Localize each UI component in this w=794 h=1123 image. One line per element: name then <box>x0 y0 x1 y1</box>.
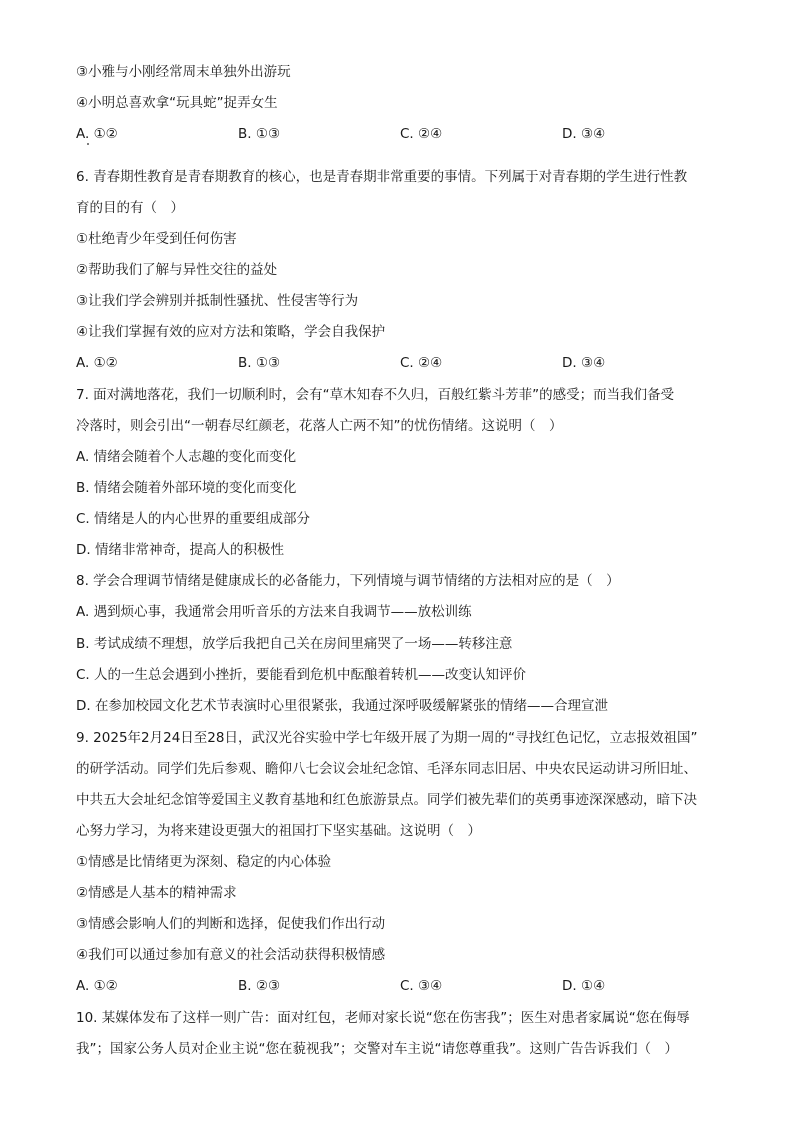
choice-a: A. 遇到烦心事，我通常会用听音乐的方法来自我调节——放松训练 <box>76 604 472 620</box>
question-7-stem: 冷落时，则会引出“一朝春尽红颜老，花落人亡两不知”的忧伤情绪。这说明（ ） <box>76 418 563 434</box>
answer-option-d: D. ③④ <box>562 355 606 371</box>
choice-b: B. 情绪会随着外部环境的变化而变化 <box>76 480 297 496</box>
stray-mark <box>87 143 89 145</box>
question-6-stem: 6. 青春期性教育是青春期教育的核心，也是青春期非常重要的事情。下列属于对青春期的学生进行性教 <box>76 169 688 185</box>
question-9-stem: 心努力学习，为将来建设更强大的祖国打下坚实基础。这说明（ ） <box>76 823 481 839</box>
option-item: ④我们可以通过参加有意义的社会活动获得积极情感 <box>76 947 386 963</box>
question-7-stem: 7. 面对满地落花，我们一切顺利时，会有“草木知春不久归，百般红紫斗芳菲”的感受；而当我们备受 <box>76 387 675 403</box>
question-10-stem: 10. 某媒体发布了这样一则广告：面对红包，老师对家长说“您在伤害我”；医生对患者家属说“您在侮辱 <box>76 1010 690 1026</box>
choice-a: A. 情绪会随着个人志趣的变化而变化 <box>76 449 297 465</box>
option-item: ④让我们掌握有效的应对方法和策略，学会自我保护 <box>76 324 386 340</box>
option-item: ②情感是人基本的精神需求 <box>76 885 237 901</box>
option-item: ②帮助我们了解与异性交往的益处 <box>76 262 278 278</box>
question-9-stem: 中共五大会址纪念馆等爱国主义教育基地和红色旅游景点。同学们被先辈们的英勇事迹深深感动，暗下决 <box>76 792 697 808</box>
answer-option-a: A. ①② <box>76 978 118 994</box>
choice-d: D. 在参加校园文化艺术节表演时心里很紧张，我通过深呼吸缓解紧张的情绪——合理宣泄 <box>76 698 608 714</box>
question-8-stem: 8. 学会合理调节情绪是健康成长的必备能力，下列情境与调节情绪的方法相对应的是（ ） <box>76 573 620 589</box>
answer-option-d: D. ①④ <box>562 978 606 994</box>
choice-c: C. 人的一生总会遇到小挫折，要能看到危机中酝酿着转机——改变认知评价 <box>76 667 527 683</box>
answer-option-a: A. ①② <box>76 126 118 142</box>
option-item: ①情感是比情绪更为深刻、稳定的内心体验 <box>76 854 332 870</box>
choice-c: C. 情绪是人的内心世界的重要组成部分 <box>76 511 311 527</box>
option-item: ④小明总喜欢拿“玩具蛇”捉弄女生 <box>76 95 278 111</box>
answer-option-c: C. ③④ <box>400 978 443 994</box>
answer-option-d: D. ③④ <box>562 126 606 142</box>
question-10-stem: 我”；国家公务人员对企业主说“您在藐视我”；交警对车主说“请您尊重我”。这则广告告诉我们（ ） <box>76 1041 678 1057</box>
option-item: ③情感会影响人们的判断和选择，促使我们作出行动 <box>76 916 386 932</box>
answer-option-a: A. ①② <box>76 355 118 371</box>
option-item: ③让我们学会辨别并抵制性骚扰、性侵害等行为 <box>76 293 359 309</box>
question-9-stem: 9. 2025年2月24日至28日，武汉光谷实验中学七年级开展了为期一周的“寻找红色记忆，立志报效祖国” <box>76 730 698 746</box>
answer-option-b: B. ①③ <box>238 126 281 142</box>
answer-option-b: B. ②③ <box>238 978 281 994</box>
option-item: ①杜绝青少年受到任何伤害 <box>76 231 237 247</box>
option-item: ③小雅与小刚经常周末单独外出游玩 <box>76 64 291 80</box>
answer-option-c: C. ②④ <box>400 355 443 371</box>
answer-option-c: C. ②④ <box>400 126 443 142</box>
question-6-stem: 育的目的有（ ） <box>76 200 184 216</box>
question-9-stem: 的研学活动。同学们先后参观、瞻仰八七会议会址纪念馆、毛泽东同志旧居、中央农民运动讲习所旧址、 <box>76 761 697 777</box>
answer-option-b: B. ①③ <box>238 355 281 371</box>
choice-d: D. 情绪非常神奇，提高人的积极性 <box>76 542 284 558</box>
choice-b: B. 考试成绩不理想，放学后我把自己关在房间里痛哭了一场——转移注意 <box>76 636 513 652</box>
